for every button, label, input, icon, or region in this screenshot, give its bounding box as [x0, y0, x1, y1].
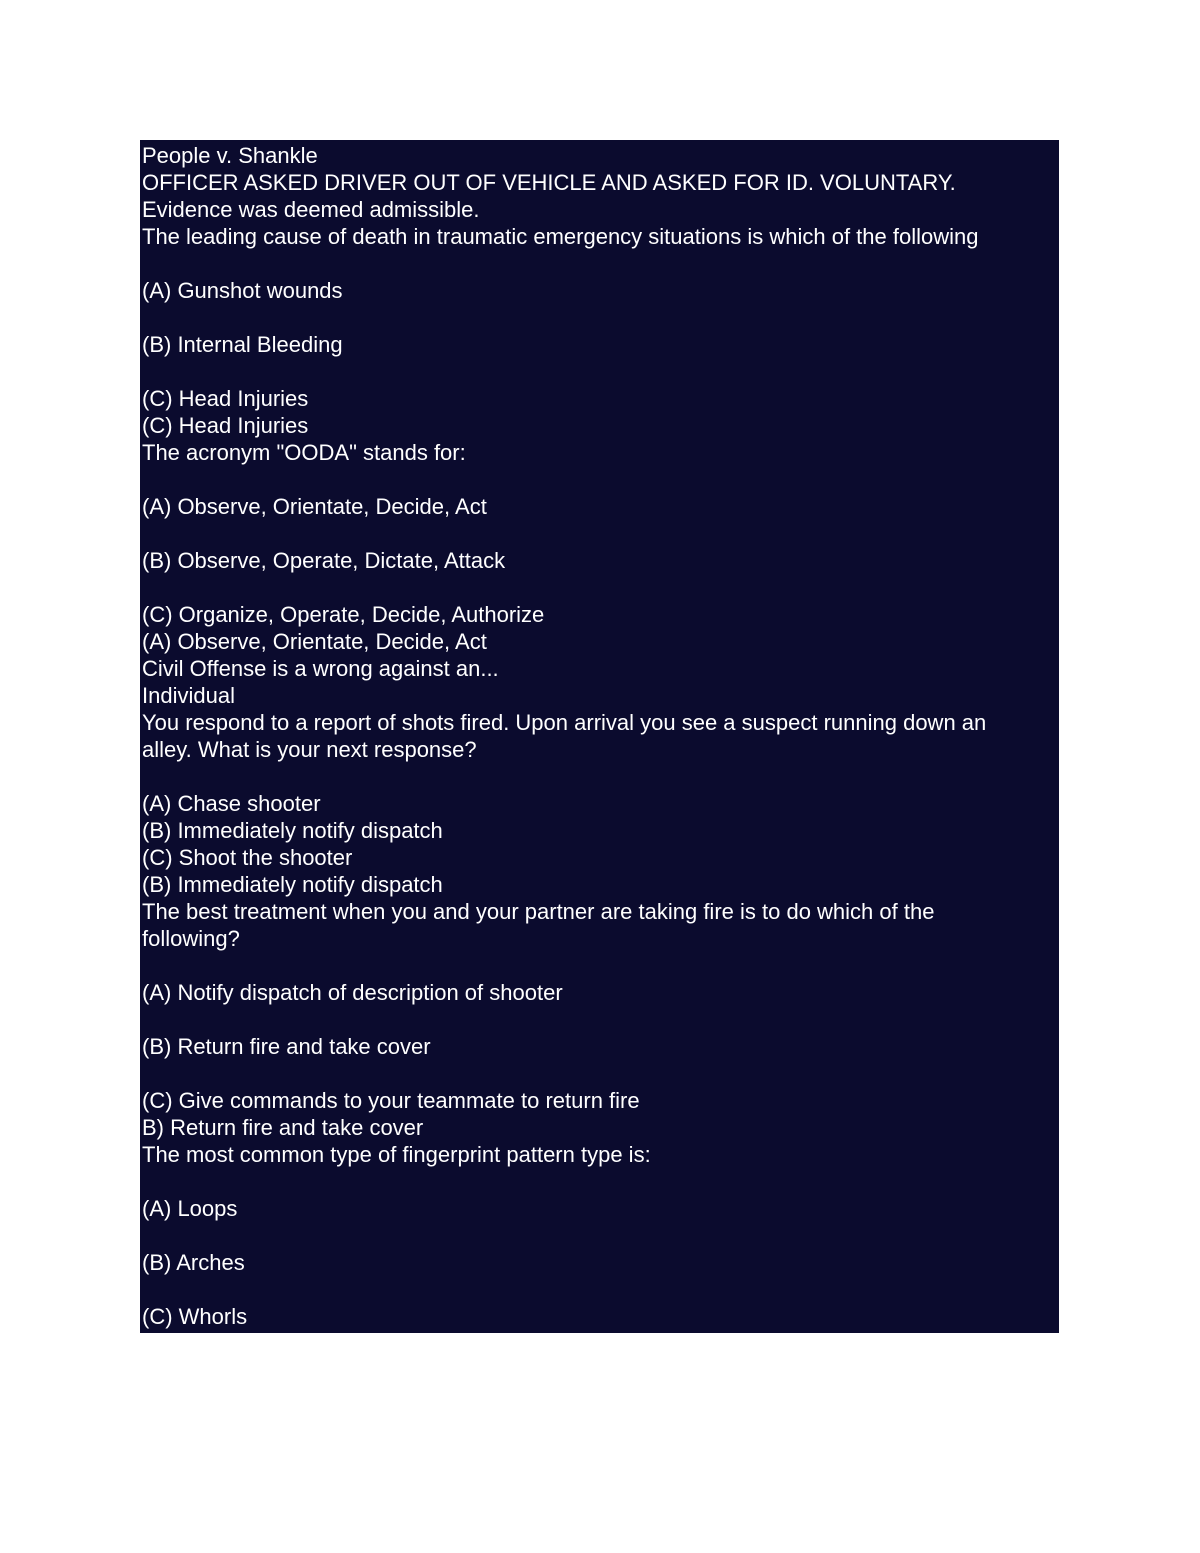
blank-line [142, 250, 1059, 277]
text-line: (C) Shoot the shooter [142, 845, 353, 870]
blank-line [142, 520, 1059, 547]
blank-line [142, 763, 1059, 790]
text-line: (C) Head Injuries [142, 386, 309, 411]
text-line: (B) Observe, Operate, Dictate, Attack [142, 548, 506, 573]
text-line: alley. What is your next response? [142, 737, 477, 762]
text-line: (C) Give commands to your teammate to return fire [142, 1088, 640, 1113]
text-line: People v. Shankle [142, 143, 318, 168]
text-line: (A) Observe, Orientate, Decide, Act [142, 494, 487, 519]
text-line: (B) Arches [142, 1250, 245, 1275]
blank-line [142, 574, 1059, 601]
text-line: (B) Immediately notify dispatch [142, 818, 443, 843]
blank-line [142, 1222, 1059, 1249]
text-line: Evidence was deemed admissible. [142, 197, 480, 222]
text-line: (A) Gunshot wounds [142, 278, 343, 303]
text-line: The most common type of fingerprint pattern type is: [142, 1142, 651, 1167]
text-line: (A) Loops [142, 1196, 238, 1221]
text-line: Individual [142, 683, 235, 708]
text-line: The leading cause of death in traumatic emergency situations is which of the following [142, 224, 979, 249]
blank-line [142, 1276, 1059, 1303]
text-line: Civil Offense is a wrong against an... [142, 656, 499, 681]
text-line: (C) Head Injuries [142, 413, 309, 438]
blank-line [142, 952, 1059, 979]
text-line: (A) Observe, Orientate, Decide, Act [142, 629, 487, 654]
text-line: following? [142, 926, 240, 951]
blank-line [142, 1168, 1059, 1195]
blank-line [142, 466, 1059, 493]
text-line: (A) Chase shooter [142, 791, 321, 816]
text-line: (A) Notify dispatch of description of shooter [142, 980, 563, 1005]
text-line: The acronym "OODA" stands for: [142, 440, 466, 465]
text-line: B) Return fire and take cover [142, 1115, 424, 1140]
text-line: The best treatment when you and your partner are taking fire is to do which of the [142, 899, 935, 924]
blank-line [142, 358, 1059, 385]
text-line: You respond to a report of shots fired. Upon arrival you see a suspect running down an [142, 710, 987, 735]
blank-line [142, 304, 1059, 331]
text-line: (B) Internal Bleeding [142, 332, 343, 357]
text-line: (C) Whorls [142, 1304, 248, 1329]
text-line: (B) Return fire and take cover [142, 1034, 431, 1059]
text-line: (C) Organize, Operate, Decide, Authorize [142, 602, 545, 627]
text-line: OFFICER ASKED DRIVER OUT OF VEHICLE AND ASKED FOR ID. VOLUNTARY. [142, 170, 956, 195]
blank-line [142, 1060, 1059, 1087]
text-line: (B) Immediately notify dispatch [142, 872, 443, 897]
blank-line [142, 1006, 1059, 1033]
flashcard-text-block [140, 140, 1059, 1333]
